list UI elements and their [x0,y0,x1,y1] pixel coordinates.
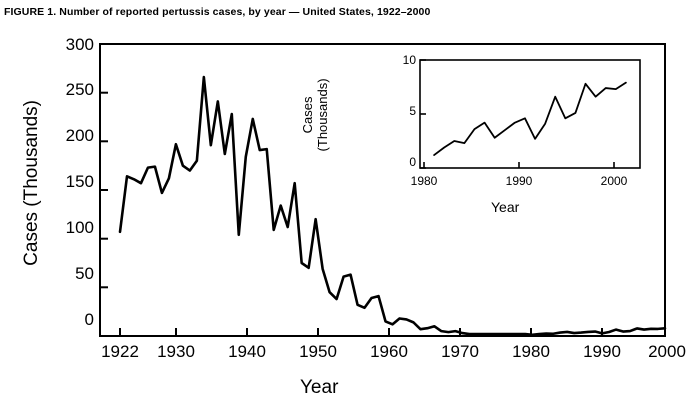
figure-caption: FIGURE 1. Number of reported pertussis cases, by year — United States, 1922–2000 [4,6,431,18]
inset-y-tick-5: 5 [409,104,416,118]
inset-y-tick-10: 10 [402,53,416,67]
inset-tick-marks [420,60,614,168]
main-x-axis-label: Year [300,377,339,398]
y-tick-100: 100 [65,218,94,237]
y-tick-200: 200 [65,126,94,145]
x-tick-2000: 2000 [648,342,686,361]
y-tick-50: 50 [75,264,94,283]
x-tick-1930: 1930 [157,342,195,361]
x-tick-1980: 1980 [512,342,550,361]
inset-x-tick-1980: 1980 [410,174,438,188]
x-tick-1970: 1970 [441,342,479,361]
main-y-axis-label: Cases (Thousands) [21,100,43,266]
inset-x-tick-2000: 2000 [600,174,628,188]
y-tick-150: 150 [65,172,94,191]
y-tick-250: 250 [65,80,94,99]
inset-axes-frame [420,60,640,168]
pertussis-line-chart [0,22,690,407]
inset-y-tick-0: 0 [409,155,416,169]
y-tick-300: 300 [65,35,94,54]
y-tick-0: 0 [84,310,94,329]
inset-x-tick-1990: 1990 [505,174,533,188]
x-tick-1950: 1950 [299,342,337,361]
main-tick-marks [100,44,665,336]
inset-data-line [434,83,626,155]
x-tick-1960: 1960 [370,342,408,361]
inset-y-axis-label: Cases (Thousands) [300,78,330,152]
x-tick-1940: 1940 [228,342,266,361]
x-tick-1922: 1922 [101,342,139,361]
x-tick-1990: 1990 [583,342,621,361]
inset-x-axis-label: Year [491,199,520,215]
main-axes-frame [100,44,665,336]
